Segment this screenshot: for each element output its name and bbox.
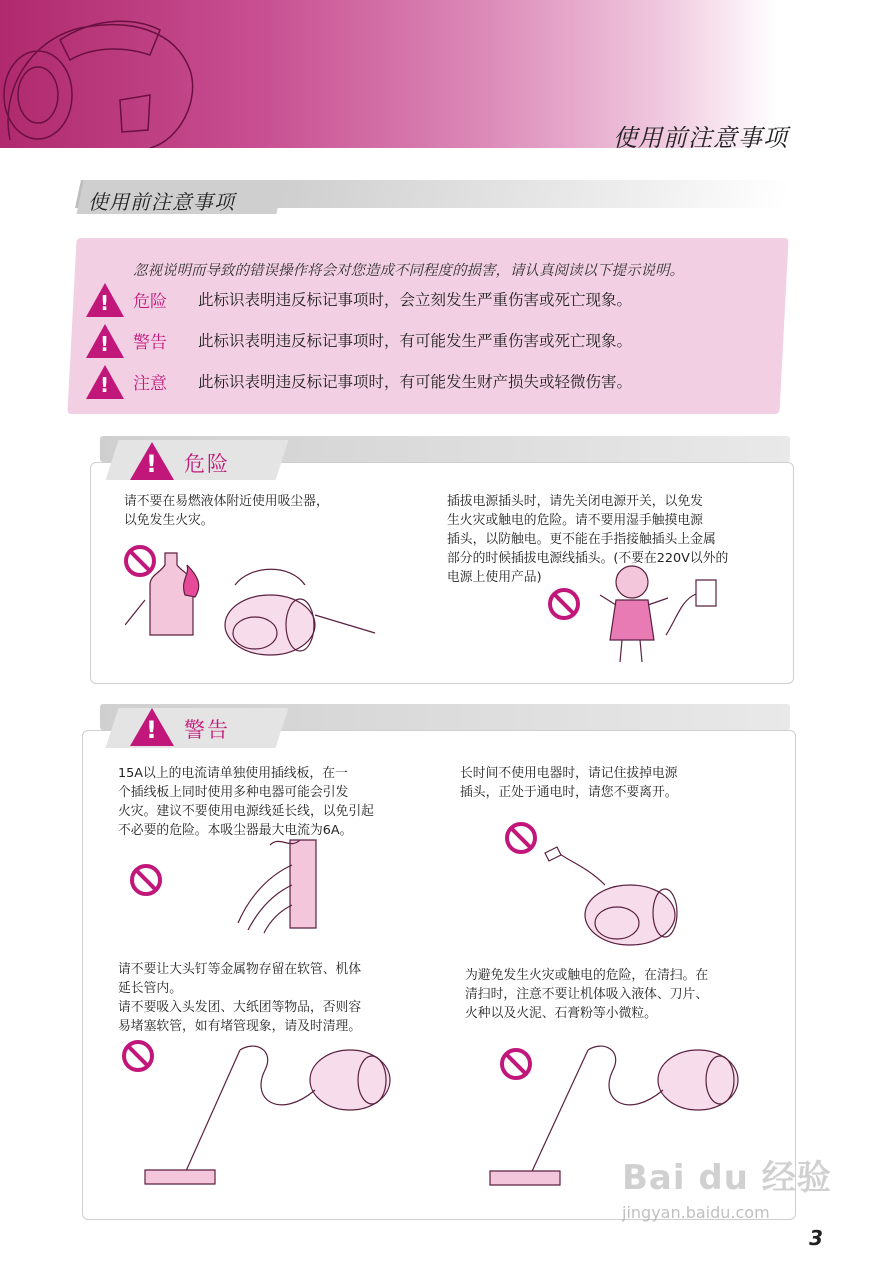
- text-line: 请不要让大头钉等金属物存留在软管、机体: [118, 962, 362, 977]
- watermark-brand: Bai du 经验: [622, 1158, 832, 1198]
- text-line: 15A以上的电流请单独使用插线板，在一: [118, 766, 348, 781]
- baidu-watermark: [622, 1150, 832, 1240]
- section-title: 使用前注意事项: [88, 190, 235, 214]
- text-line: 插头，正处于通电时，请您不要离开。: [460, 785, 678, 800]
- vacuum-unplugging-illustration: [535, 835, 685, 950]
- text-line: 易堵塞软管，如有堵管现象，请及时清理。: [118, 1019, 362, 1034]
- vacuum-cleaner-header-illustration: [0, 0, 230, 148]
- warning-triangle-icon: !: [86, 283, 124, 317]
- overloaded-power-strip-illustration: [230, 835, 340, 935]
- warning-triangle-icon: !: [86, 324, 124, 358]
- warning-triangle-icon: !: [130, 708, 174, 746]
- warning-bottom-right-text: [465, 966, 765, 1023]
- prohibited-icon: [548, 588, 580, 620]
- text-line: 个插线板上同时使用多种电器可能会引发: [118, 785, 349, 800]
- text-line: 不必要的危险。本吸尘器最大电流为6A。: [118, 823, 353, 838]
- warning-triangle-icon: !: [86, 365, 124, 399]
- warning-top-right-text: [460, 764, 760, 802]
- danger-panel-label: 危险: [184, 452, 230, 476]
- notice-label: 危险: [133, 292, 167, 312]
- notice-text: 此标识表明违反标记事项时，有可能发生财产损失或轻微伤害。: [198, 373, 633, 391]
- notice-intro: 忽视说明而导致的错误操作将会对您造成不同程度的损害，请认真阅读以下提示说明。: [133, 263, 684, 279]
- notice-label: 注意: [133, 374, 167, 394]
- text-line: 清扫时，注意不要让机体吸入液体、刀片、: [465, 987, 709, 1002]
- notice-label: 警告: [133, 333, 167, 353]
- danger-left-text: [124, 492, 424, 530]
- page-number: 3: [809, 1226, 823, 1250]
- notice-row-warning: [86, 324, 633, 362]
- text-line: 请不要在易燃液体附近使用吸尘器，: [124, 494, 329, 509]
- text-line: 插拔电源插头时，请先关闭电源开关，以免发: [447, 494, 703, 509]
- vacuum-near-flammable-illustration: [125, 545, 380, 660]
- notice-text: 此标识表明违反标记事项时，有可能发生严重伤害或死亡现象。: [198, 332, 633, 350]
- vacuum-with-hose-illustration: [140, 1030, 395, 1210]
- text-line: 请不要吸入头发团、大纸团等物品，否则容: [118, 1000, 362, 1015]
- notice-row-danger: [86, 283, 633, 321]
- text-line: 火灾。建议不要使用电源线延长线，以免引起: [118, 804, 374, 819]
- text-line: 长时间不使用电器时，请记住拔掉电源: [460, 766, 678, 781]
- text-line: 部分的时候插拔电源线插头。(不要在220V以外的: [447, 551, 729, 566]
- text-line: 为避免发生火灾或触电的危险，在清扫。在: [465, 968, 709, 983]
- warning-top-left-text: [118, 764, 418, 840]
- header-title: 使用前注意事项: [613, 124, 788, 152]
- warning-panel-label: 警告: [184, 718, 230, 742]
- person-touching-plug-illustration: [596, 560, 726, 670]
- text-line: 插头，以防触电。更不能在手指接触插头上金属: [447, 532, 716, 547]
- notice-row-caution: [86, 365, 633, 403]
- prohibited-icon: [130, 864, 162, 896]
- text-line: 火种以及火泥、石膏粉等小微粒。: [465, 1006, 657, 1021]
- warning-bottom-left-text: [118, 960, 438, 1036]
- watermark-url: jingyan.baidu.com: [622, 1203, 770, 1222]
- warning-triangle-icon: !: [130, 442, 174, 480]
- text-line: 以免发生火灾。: [124, 513, 214, 528]
- text-line: 电源上使用产品): [447, 570, 542, 585]
- text-line: 延长管内。: [118, 981, 182, 996]
- notice-text: 此标识表明违反标记事项时，会立刻发生严重伤害或死亡现象。: [198, 291, 633, 309]
- prohibited-icon: [505, 822, 537, 854]
- text-line: 生火灾或触电的危险。请不要用湿手触摸电源: [447, 513, 703, 528]
